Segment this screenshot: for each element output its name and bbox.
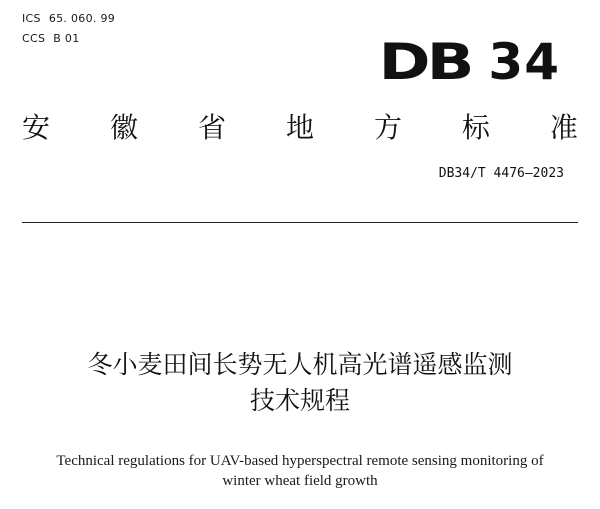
chinese-title-line-1: 冬小麦田间长势无人机高光谱遥感监测 xyxy=(87,350,513,379)
standard-number: DB34/T 4476—2023 xyxy=(438,166,564,181)
chinese-title-line-2: 技术规程 xyxy=(249,386,350,415)
standard-type-char: 方 xyxy=(373,111,402,144)
ics-code: 65. 060. 99 xyxy=(48,12,116,25)
standard-type-char: 准 xyxy=(549,111,578,144)
ccs-classification xyxy=(22,32,88,45)
english-title-line-2: winter wheat field growth xyxy=(222,473,378,489)
standard-type-char: 标 xyxy=(461,111,490,144)
db34-logo xyxy=(378,33,560,91)
ics-label: ICS xyxy=(22,12,41,25)
header-divider xyxy=(22,222,578,223)
ics-classification xyxy=(22,12,123,25)
logo-number: 34 xyxy=(488,33,560,91)
standard-type-char: 徽 xyxy=(109,111,138,144)
logo-prefix: DB xyxy=(378,33,471,91)
standard-type-char: 地 xyxy=(285,111,314,144)
standard-type-char: 安 xyxy=(22,111,51,144)
english-title-line-1: Technical regulations for UAV-based hyperspectral remote sensing monitoring of xyxy=(56,453,544,469)
ccs-code: B 01 xyxy=(53,32,80,45)
standard-type-heading xyxy=(22,108,578,148)
standard-type-char: 省 xyxy=(197,111,226,144)
ccs-label: CCS xyxy=(22,32,46,45)
